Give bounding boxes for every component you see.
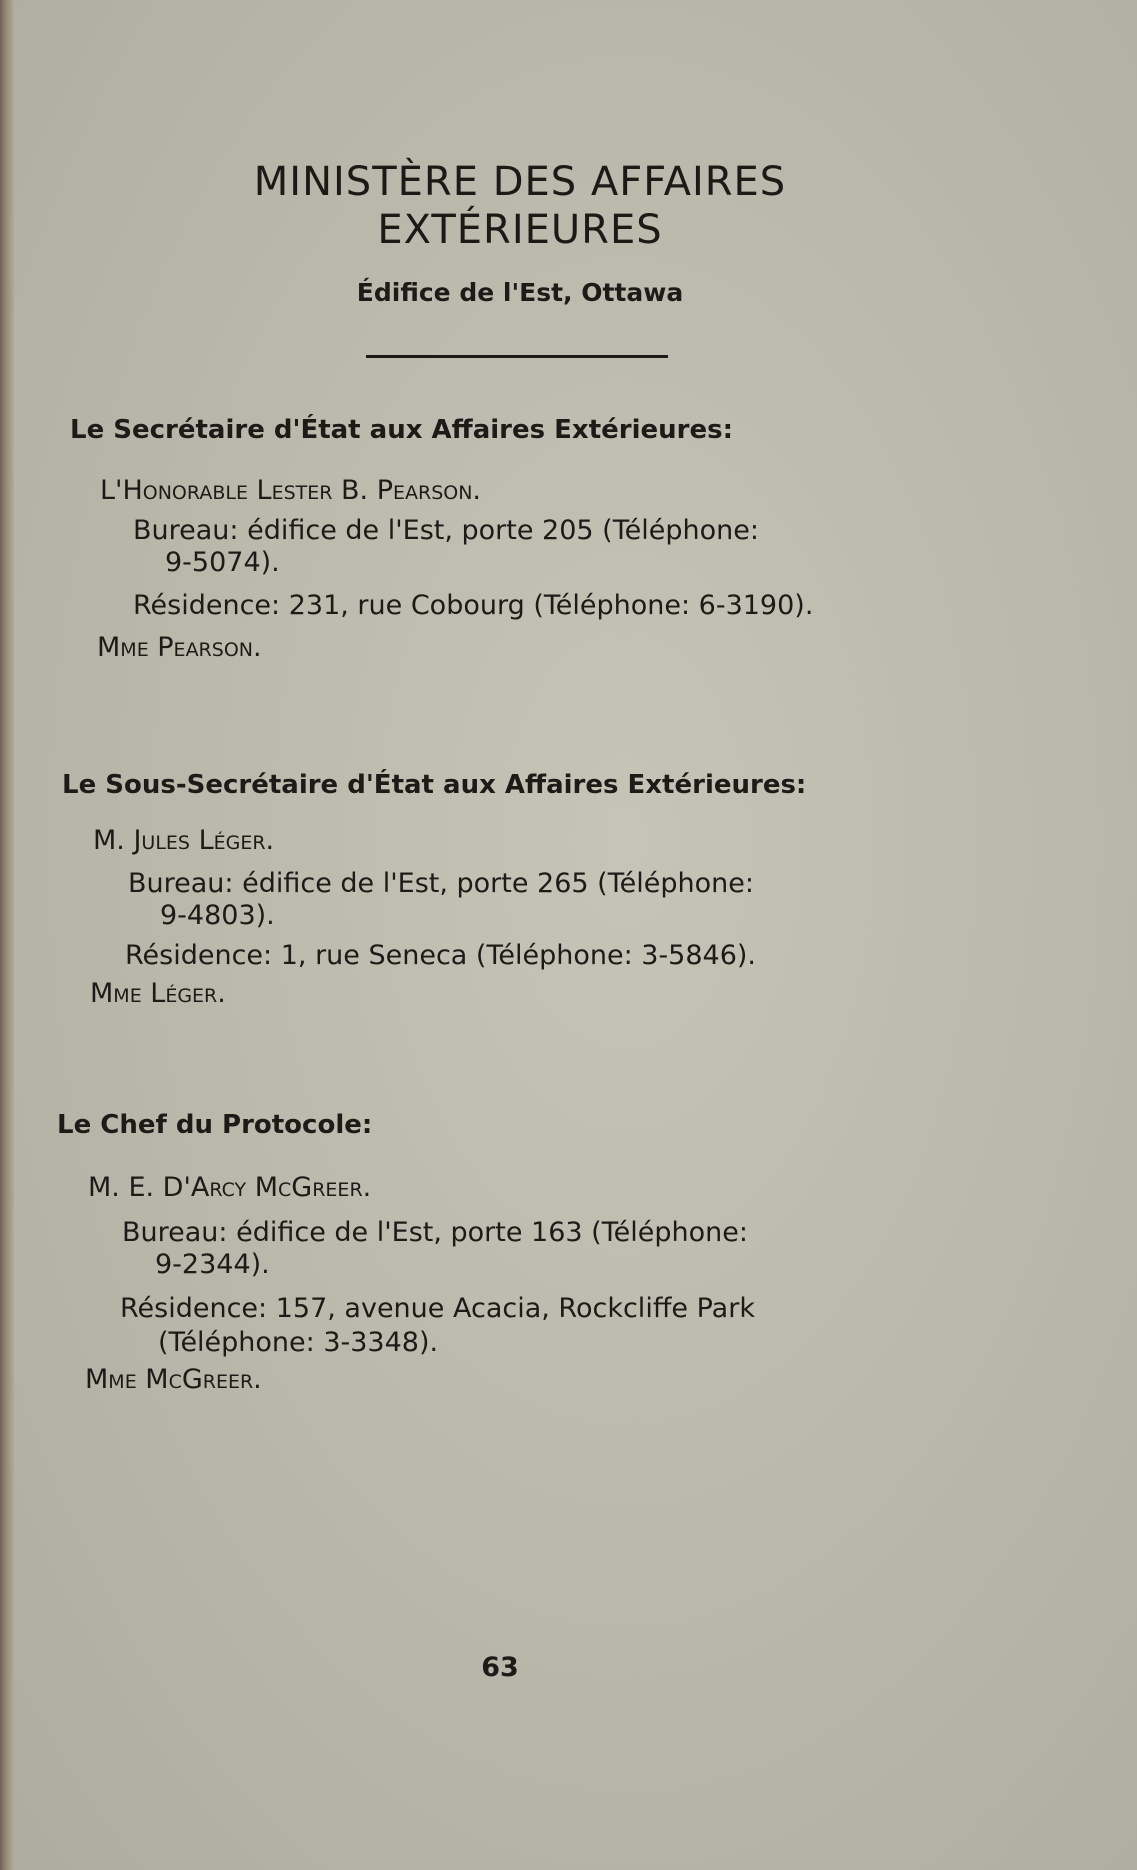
undersecretary-spouse: Mme Léger. (90, 978, 226, 1009)
secretary-spouse: Mme Pearson. (97, 632, 262, 663)
section-heading-secretary: Le Secrétaire d'État aux Affaires Extérieures: (70, 415, 733, 445)
secretary-office-line2: 9-5074). (165, 547, 280, 578)
secretary-name: L'Honorable Lester B. Pearson. (100, 475, 482, 506)
page-subtitle: Édifice de l'Est, Ottawa (356, 278, 684, 307)
page-title-line2: EXTÉRIEURES (377, 207, 663, 253)
page-binding-edge (0, 0, 14, 1870)
section-heading-undersecretary: Le Sous-Secrétaire d'État aux Affaires Extérieures: (62, 770, 807, 800)
protocol-residence-line2: (Téléphone: 3-3348). (158, 1327, 439, 1358)
page-title-line1: MINISTÈRE DES AFFAIRES (253, 159, 787, 205)
protocol-spouse: Mme McGreer. (85, 1364, 262, 1395)
secretary-residence-line1: Résidence: 231, rue Cobourg (Téléphone: 6-3190). (133, 590, 814, 621)
undersecretary-name: M. Jules Léger. (93, 825, 275, 856)
protocol-office-line1: Bureau: édifice de l'Est, porte 163 (Téléphone: (122, 1217, 748, 1248)
protocol-name: M. E. D'Arcy McGreer. (88, 1172, 372, 1203)
title-divider (366, 355, 668, 358)
undersecretary-residence-line1: Résidence: 1, rue Seneca (Téléphone: 3-5846). (125, 940, 757, 971)
undersecretary-office-line1: Bureau: édifice de l'Est, porte 265 (Téléphone: (128, 868, 754, 899)
protocol-residence-line1: Résidence: 157, avenue Acacia, Rockcliffe Park (120, 1293, 755, 1324)
secretary-office-line1: Bureau: édifice de l'Est, porte 205 (Téléphone: (133, 515, 759, 546)
protocol-office-line2: 9-2344). (155, 1249, 270, 1280)
undersecretary-office-line2: 9-4803). (160, 900, 275, 931)
section-heading-protocol: Le Chef du Protocole: (57, 1110, 373, 1140)
page-number: 63 (481, 1652, 519, 1683)
